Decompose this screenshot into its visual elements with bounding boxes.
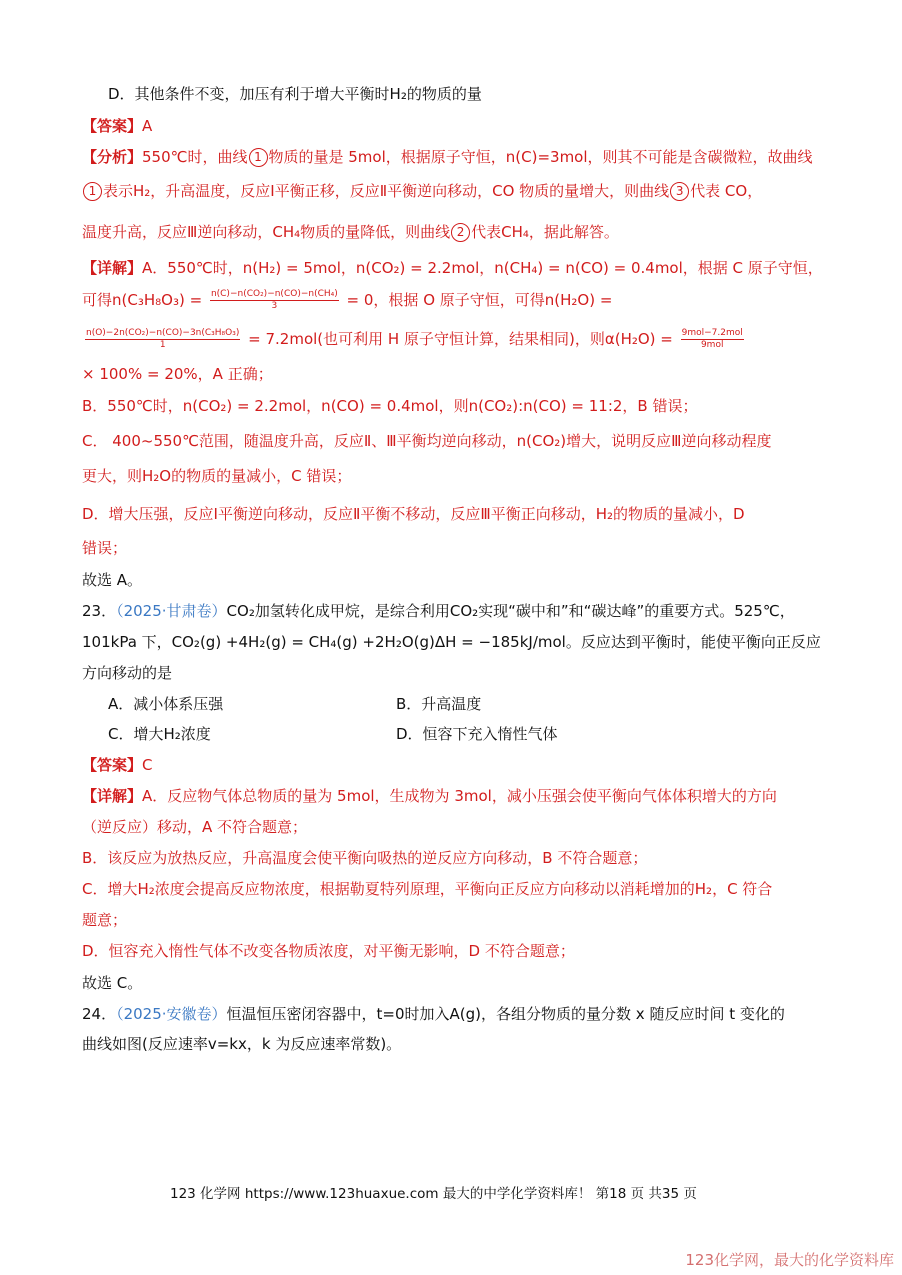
detail-tag: 【详解】 [82, 259, 143, 277]
q23-option-d: D．恒容下充入惰性气体 [396, 725, 558, 743]
q24-number: 24． [82, 1005, 117, 1023]
q23-option-b: B．升高温度 [396, 695, 482, 713]
detail-a3-mid: = 7.2mol(也可利用 H 原子守恒计算，结果相同)，则α(H₂O) = [248, 330, 673, 348]
q24-stem-line2: 曲线如图(反应速率v=kx，k 为反应速率常数)。 [82, 1035, 402, 1053]
detail-d-line2: 错误； [82, 539, 128, 557]
q24-stem-text-1: 恒温恒压密闭容器中，t=0时加入A(g)，各组分物质的量分数 x 随反应时间 t 变化的 [226, 1005, 785, 1023]
detail-a2-prefix: 可得n(C₃H₈O₃) = [82, 291, 203, 309]
fraction-numerator: n(C)−n(CO₂)−n(CO)−n(CH₄) [210, 289, 338, 299]
answer-value: C [142, 756, 153, 774]
footer-slogan: 最大的中学化学资料库！ [442, 1186, 592, 1202]
detail-c-line1: C． 400~550℃范围，随温度升高，反应Ⅱ、Ⅲ平衡均逆向移动，n(CO₂)增大，说明反应Ⅲ逆向移动程度 [82, 432, 772, 450]
q23-option-c: C．增大H₂浓度 [108, 725, 211, 743]
q23-answer [82, 755, 153, 775]
fraction-numerator: n(O)−2n(CO₂)−n(CO)−3n(C₃H₈O₃) [86, 328, 240, 338]
analysis-line1 [82, 147, 813, 167]
fraction-numerator: 9mol−7.2mol [681, 328, 743, 338]
answer-value: A [142, 117, 153, 135]
q23-detail-a-line1 [82, 786, 777, 806]
q23-option-a: A．减小体系压强 [108, 695, 224, 713]
q23-stem-line3: 方向移动的是 [82, 664, 173, 682]
page-footer [170, 1182, 697, 1202]
detail-tag: 【详解】 [82, 787, 143, 805]
q24-source: （2025·安徽卷） [116, 1005, 227, 1023]
fraction-denominator: 9mol [700, 340, 724, 350]
q24-stem-line1 [82, 1004, 785, 1024]
analysis-text-1: 550℃时，曲线 1 物质的量是 5mol，根据原子守恒，n(C)=3mol，则其不可能是含碳微粒，故曲线 [142, 148, 813, 166]
detail-a-line2 [82, 289, 612, 312]
q23-detail-c-line1: C．增大H₂浓度会提高反应物浓度，根据勒夏特列原理，平衡向正反应方向移动以消耗增加的H₂，C 符合 [82, 880, 773, 898]
detail-b: B．550℃时，n(CO₂) = 2.2mol，n(CO) = 0.4mol，则n(CO₂):n(CO) = 11:2，B 错误； [82, 397, 698, 415]
detail-c-line2: 更大，则H₂O的物质的量减小，C 错误； [82, 467, 352, 485]
detail-a-line3 [82, 328, 747, 351]
fraction-denominator: 1 [159, 340, 166, 350]
q23-detail-b: B．该反应为放热反应，升高温度会使平衡向吸热的逆反应方向移动，B 不符合题意； [82, 849, 648, 867]
detail-d-line1: D．增大压强，反应Ⅰ平衡逆向移动，反应Ⅱ平衡不移动，反应Ⅲ平衡正向移动，H₂的物质的量减小，D [82, 505, 745, 523]
q23-number: 23． [82, 602, 117, 620]
analysis-tag: 【分析】 [82, 148, 143, 166]
q23-detail-a-text: A．反应物气体总物质的量为 5mol，生成物为 3mol，减小压强会使平衡向气体体积增大的方向 [142, 787, 777, 805]
prev-option-d: D．其他条件不变，加压有利于增大平衡时H₂的物质的量 [108, 85, 482, 103]
q23-detail-d: D．恒容充入惰性气体不改变各物质浓度，对平衡无影响，D 不符合题意； [82, 942, 575, 960]
footer-site: 123 化学网 [170, 1186, 241, 1202]
fraction-conversion [681, 328, 744, 351]
q23-conclusion: 故选 C。 [82, 974, 143, 992]
detail-a-line4: × 100% = 20%，A 正确； [82, 365, 273, 383]
fraction-oxygen [85, 328, 240, 351]
q23-detail-c-line2: 题意； [82, 911, 128, 929]
circled-number-icon: 1 [83, 182, 102, 201]
circled-number-icon: 1 [249, 148, 268, 167]
q23-source: （2025·甘肃卷） [116, 602, 227, 620]
analysis-line2: 1 表示H₂，升高温度，反应Ⅰ平衡正移，反应Ⅱ平衡逆向移动，CO 物质的量增大，则曲线 3 代表 CO， [82, 181, 762, 201]
answer-tag: 【答案】 [82, 756, 143, 774]
fraction-carbon [210, 289, 339, 312]
q23-stem-text-1: CO₂加氢转化成甲烷，是综合利用CO₂实现“碳中和”和“碳达峰”的重要方式。525℃， [226, 602, 795, 620]
q23-stem-line1 [82, 601, 795, 621]
circled-number-icon: 3 [670, 182, 689, 201]
q23-stem-line2: 101kPa 下，CO₂(g) +4H₂(g) = CH₄(g) +2H₂O(g)ΔH = −185kJ/mol。反应达到平衡时，能使平衡向正反应 [82, 633, 821, 651]
footer-url[interactable]: https://www.123huaxue.com [244, 1186, 439, 1202]
fraction-denominator: 3 [271, 301, 278, 311]
prev-conclusion: 故选 A。 [82, 571, 143, 589]
prev-answer [82, 116, 152, 136]
circled-number-icon: 2 [451, 223, 470, 242]
page-number: 第18 页 共35 页 [595, 1186, 697, 1202]
detail-a2-suffix: = 0，根据 O 原子守恒，可得n(H₂O) = [346, 291, 613, 309]
detail-a-line1 [82, 258, 823, 278]
analysis-line3: 温度升高，反应Ⅲ逆向移动，CH₄物质的量降低，则曲线 2 代表CH₄，据此解答。 [82, 223, 619, 241]
detail-a-text-1: A．550℃时，n(H₂) = 5mol，n(CO₂) = 2.2mol，n(CH₄) = n(CO) = 0.4mol，根据 C 原子守恒， [142, 259, 823, 277]
watermark: 123化学网，最大的化学资料库 [685, 1251, 894, 1269]
answer-tag: 【答案】 [82, 117, 143, 135]
q23-detail-a-line2: （逆反应）移动，A 不符合题意； [82, 818, 308, 836]
